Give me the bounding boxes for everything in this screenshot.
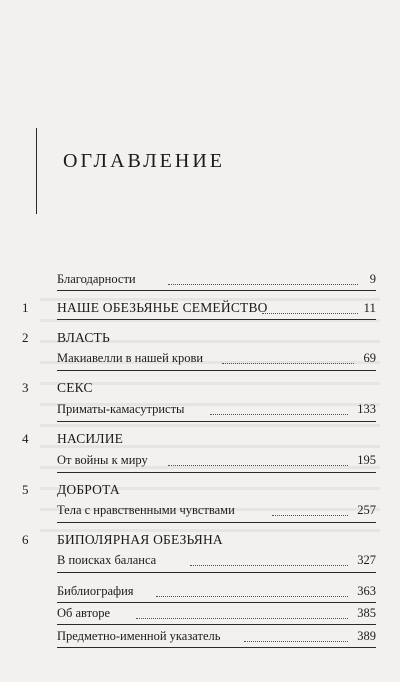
toc-title: ОГЛАВЛЕНИЕ <box>63 150 225 172</box>
toc-entry-machiavelli[interactable] <box>0 348 400 368</box>
toc-entry-page: 133 <box>357 402 376 416</box>
dot-leader <box>262 312 358 314</box>
toc-entry-page: 11 <box>363 300 376 315</box>
dot-leader <box>190 564 348 566</box>
toc-entry-acknowledgments[interactable] <box>0 269 400 289</box>
toc-entry-balance[interactable] <box>0 550 400 570</box>
toc-chapter-3[interactable] <box>0 378 400 398</box>
dot-leader <box>244 640 348 642</box>
toc-entry-label: От войны к миру <box>57 453 148 467</box>
dot-leader <box>272 514 348 516</box>
toc-entry-label: Об авторе <box>57 606 110 620</box>
dot-leader <box>168 464 348 466</box>
chapter-number: 5 <box>22 482 29 497</box>
toc-chapter-6[interactable] <box>0 530 400 550</box>
toc-entry-label: В поисках баланса <box>57 553 157 567</box>
toc-rule <box>57 290 376 291</box>
toc-chapter-2[interactable] <box>0 328 400 348</box>
chapter-number: 2 <box>22 330 29 345</box>
toc-entry-label: Предметно-именной указатель <box>57 629 221 643</box>
toc-entry-page: 9 <box>369 272 376 286</box>
chapter-number: 6 <box>22 532 29 547</box>
chapter-title: ДОБРОТА <box>57 482 120 497</box>
toc-entry-label: Библиография <box>57 584 134 598</box>
toc-entry-page: 195 <box>357 453 376 467</box>
toc-entry-about-author[interactable] <box>0 603 400 623</box>
toc-entry-label: Благодарности <box>57 272 136 286</box>
dot-leader <box>210 413 348 415</box>
toc-entry-page: 257 <box>357 503 376 517</box>
toc-rule <box>57 647 376 648</box>
toc-entry-index[interactable] <box>0 626 400 646</box>
toc-chapter-4[interactable] <box>0 429 400 449</box>
dot-leader <box>222 362 354 364</box>
toc-entry-page: 327 <box>357 553 376 567</box>
dot-leader <box>136 617 348 619</box>
chapter-title: СЕКС <box>57 380 93 395</box>
toc-entry-page: 389 <box>357 629 376 643</box>
toc-entry-moral-bodies[interactable] <box>0 500 400 520</box>
toc-entry-bibliography[interactable] <box>0 581 400 601</box>
toc-entry-war-to-peace[interactable] <box>0 450 400 470</box>
toc-entry-label: Тела с нравственными чувствами <box>57 503 235 517</box>
toc-rule <box>57 421 376 422</box>
toc-entry-label: Приматы-камасутристы <box>57 402 185 416</box>
toc-entry-page: 69 <box>363 351 376 365</box>
chapter-title: НАШЕ ОБЕЗЬЯНЬЕ СЕМЕЙСТВО <box>57 300 268 315</box>
toc-rule <box>57 472 376 473</box>
toc-entry-page: 385 <box>357 606 376 620</box>
dot-leader <box>168 283 358 285</box>
toc-entry-page: 363 <box>357 584 376 598</box>
toc-rule <box>57 319 376 320</box>
chapter-number: 4 <box>22 431 29 446</box>
chapter-number: 1 <box>22 300 29 315</box>
toc-rule <box>57 370 376 371</box>
toc-rule <box>57 624 376 625</box>
toc-entry-label: Макиавелли в нашей крови <box>57 351 204 365</box>
chapter-title: ВЛАСТЬ <box>57 330 110 345</box>
toc-rule <box>57 522 376 523</box>
toc-entry-kamasutra[interactable] <box>0 399 400 419</box>
dot-leader <box>156 595 348 597</box>
chapter-title: НАСИЛИЕ <box>57 431 124 446</box>
toc-chapter-5[interactable] <box>0 480 400 500</box>
toc-rule <box>57 572 376 573</box>
chapter-title: БИПОЛЯРНАЯ ОБЕЗЬЯНА <box>57 532 223 547</box>
chapter-number: 3 <box>22 380 29 395</box>
toc-chapter-1[interactable] <box>0 298 400 318</box>
